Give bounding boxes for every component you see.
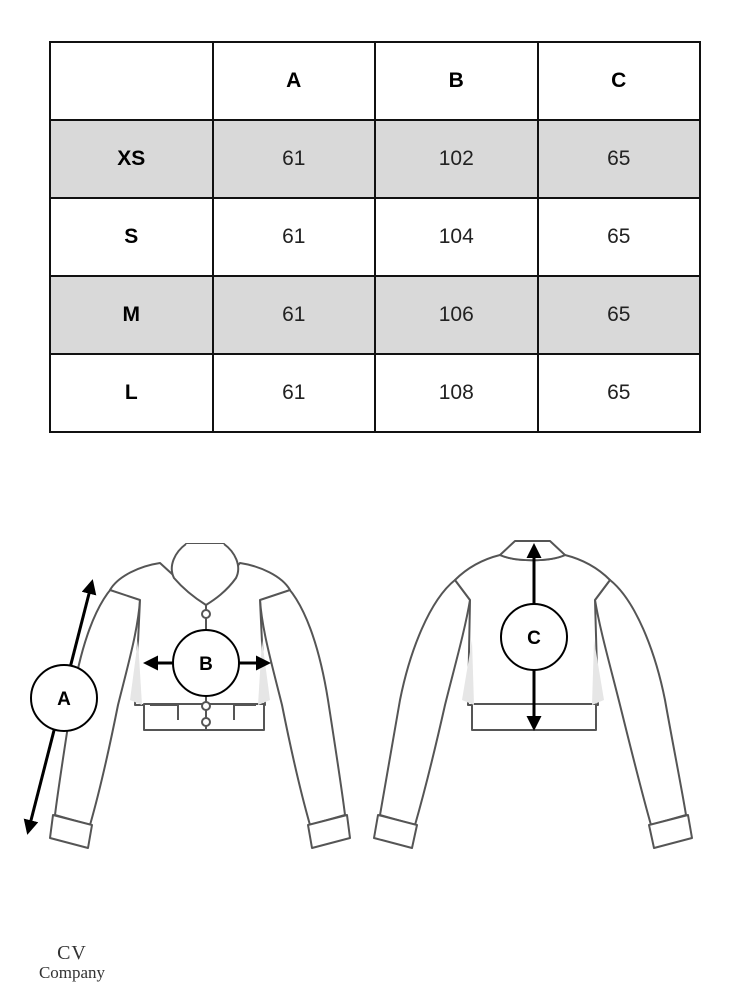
measure-a: 61 <box>213 354 376 432</box>
size-label: L <box>50 354 213 432</box>
size-label: M <box>50 276 213 354</box>
measure-b: 106 <box>375 276 538 354</box>
logo-line-2: Company <box>38 963 106 982</box>
measure-c-label: C <box>527 628 541 649</box>
table-row <box>50 198 700 276</box>
brand-logo <box>22 943 122 983</box>
header-col-c: C <box>538 42 701 120</box>
measure-c: 65 <box>538 354 701 432</box>
measure-b: 108 <box>375 354 538 432</box>
measure-c: 65 <box>538 120 701 198</box>
table-row <box>50 276 700 354</box>
size-label: S <box>50 198 213 276</box>
measure-b: 102 <box>375 120 538 198</box>
header-col-b: B <box>375 42 538 120</box>
logo-line-1: CV <box>57 942 87 964</box>
table-row <box>50 354 700 432</box>
measure-a: 61 <box>213 120 376 198</box>
measure-a: 61 <box>213 198 376 276</box>
measure-c: 65 <box>538 198 701 276</box>
measure-b: 104 <box>375 198 538 276</box>
header-col-a: A <box>213 42 376 120</box>
size-chart-table <box>49 41 701 433</box>
jacket-measurement-diagram <box>0 520 750 860</box>
size-label: XS <box>50 120 213 198</box>
header-corner-cell <box>50 42 213 120</box>
measure-a-label: A <box>57 689 71 710</box>
table-header-row <box>50 42 700 120</box>
measure-c: 65 <box>538 276 701 354</box>
table-row <box>50 120 700 198</box>
measure-b-label: B <box>199 654 213 675</box>
measure-a: 61 <box>213 276 376 354</box>
